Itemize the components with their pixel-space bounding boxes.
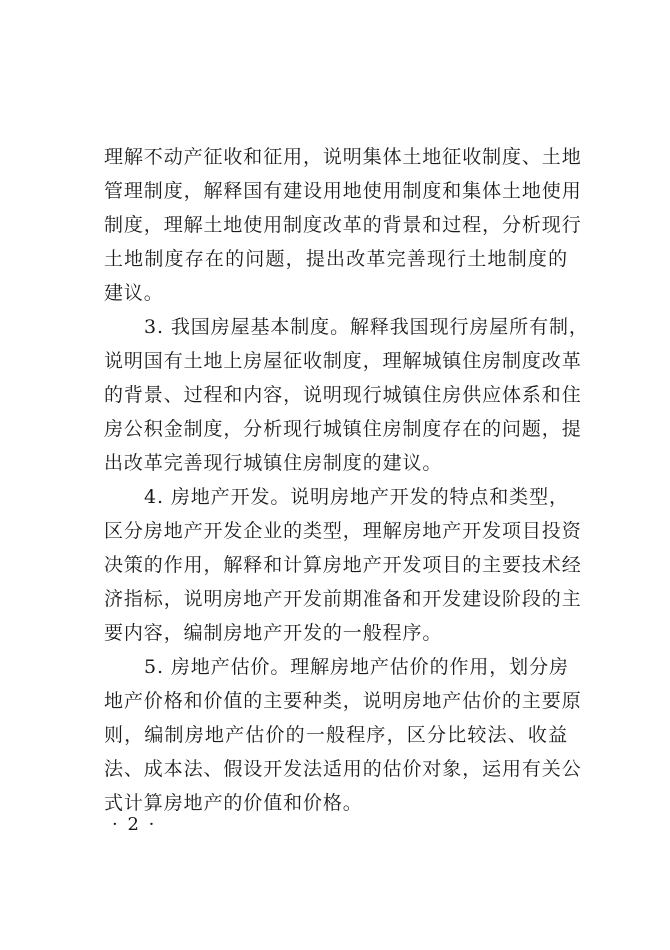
paragraph-3-line-2: 区分房地产开发企业的类型，理解房地产开发项目投资 (104, 520, 582, 542)
paragraph-1-line-4: 土地制度存在的问题，提出改革完善现行土地制度的 (104, 248, 568, 270)
paragraph-1-line-1: 理解不动产征收和征用，说明集体土地征收制度、土地 (104, 146, 582, 168)
paragraph-3-line-3: 决策的作用，解释和计算房地产开发项目的主要技术经 (104, 554, 582, 576)
paragraph-4-line-3: 则，编制房地产估价的一般程序，区分比较法、收益 (104, 724, 568, 746)
paragraph-2-line-5: 出改革完善现行城镇住房制度的建议。 (104, 452, 443, 474)
paragraph-3-line-1: 4. 房地产开发。说明房地产开发的特点和类型， (144, 486, 569, 508)
paragraph-2-line-3: 的背景、过程和内容，说明现行城镇住房供应体系和住 (104, 384, 582, 406)
paragraph-4-line-5: 式计算房地产的价值和价格。 (104, 792, 363, 814)
paragraph-2-line-4: 房公积金制度，分析现行城镇住房制度存在的问题，提 (104, 418, 582, 440)
paragraph-1-line-2: 管理制度，解释国有建设用地使用制度和集体土地使用 (104, 180, 582, 202)
paragraph-2-line-2: 说明国有土地上房屋征收制度，理解城镇住房制度改革 (104, 350, 582, 372)
paragraph-3-line-4: 济指标，说明房地产开发前期准备和开发建设阶段的主 (104, 588, 582, 610)
paragraph-1-line-5: 建议。 (104, 282, 164, 304)
paragraph-4-line-4: 法、成本法、假设开发法适用的估价对象，运用有关公 (104, 758, 582, 780)
paragraph-1-line-3: 制度，理解土地使用制度改革的背景和过程，分析现行 (104, 214, 582, 236)
paragraph-4-line-2: 地产价格和价值的主要种类，说明房地产估价的主要原 (104, 690, 582, 712)
paragraph-4-line-1: 5. 房地产估价。理解房地产估价的作用，划分房 (144, 656, 569, 678)
paragraph-3-line-5: 要内容，编制房地产开发的一般程序。 (104, 622, 443, 644)
paragraph-2-line-1: 3. 我国房屋基本制度。解释我国现行房屋所有制， (144, 316, 589, 338)
page-number: · 2 · (112, 814, 157, 835)
